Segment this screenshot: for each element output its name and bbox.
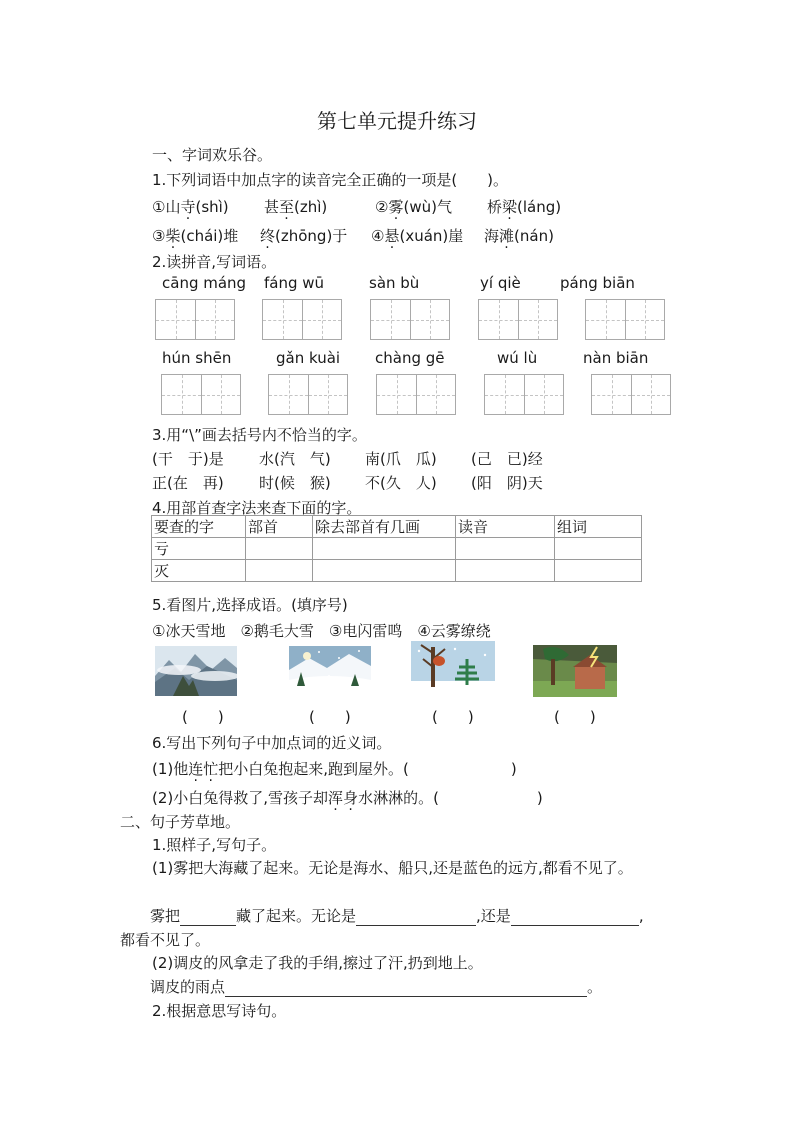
table-header: 部首 xyxy=(246,516,313,538)
q3-item[interactable]: (己 已)经 xyxy=(471,450,543,468)
s2-q1-prompt: 1.照样子,写句子。 xyxy=(152,836,277,854)
q3-item[interactable]: 正(在 再) xyxy=(152,474,224,492)
table-cell-input[interactable] xyxy=(456,560,555,582)
q1-option-d2: 海滩(nán) xyxy=(484,227,554,245)
table-header: 读音 xyxy=(456,516,555,538)
pinyin-label: sàn bù xyxy=(369,274,420,292)
s2-fill-line-2: 调皮的雨点 。 xyxy=(150,978,603,996)
q1-option-d: ④悬(xuán)崖 xyxy=(371,227,464,245)
q2-prompt: 2.读拼音,写词语。 xyxy=(152,253,277,271)
fill-blank[interactable] xyxy=(356,909,476,926)
q3-item[interactable]: 水(汽 气) xyxy=(259,450,331,468)
q3-item[interactable]: (干 于)是 xyxy=(152,450,224,468)
table-cell-input[interactable] xyxy=(555,560,642,582)
q6-prompt: 6.写出下列句子中加点词的近义词。 xyxy=(152,734,392,752)
q3-item[interactable]: 不(久 人) xyxy=(365,474,437,492)
q1-option-b2: 桥梁(láng) xyxy=(487,198,562,216)
writing-grid[interactable] xyxy=(484,374,564,415)
section1-heading: 一、字词欢乐谷。 xyxy=(152,146,273,164)
q1-option-a2: 甚至(zhì) xyxy=(264,198,328,216)
writing-grid[interactable] xyxy=(268,374,348,415)
q6-sentence-1: (1)他连忙把小白兔抱起来,跑到屋外。( ) xyxy=(152,760,517,778)
s2-example-2: (2)调皮的风拿走了我的手绢,擦过了汗,扔到地上。 xyxy=(152,954,483,972)
table-cell-input[interactable] xyxy=(313,560,456,582)
q5-prompt: 5.看图片,选择成语。(填序号) xyxy=(152,596,348,614)
winter-trees-image xyxy=(411,641,495,696)
q3-item[interactable]: 时(候 猴) xyxy=(259,474,331,492)
writing-grid[interactable] xyxy=(376,374,456,415)
table-header-row xyxy=(152,516,642,538)
pinyin-label: chàng gē xyxy=(375,349,445,367)
q1-prompt: 1.下列词语中加点字的读音完全正确的一项是( )。 xyxy=(152,171,509,189)
q3-item[interactable]: 南(爪 瓜) xyxy=(365,450,437,468)
writing-grid[interactable] xyxy=(262,299,342,340)
pinyin-label: yí qiè xyxy=(480,274,521,292)
heavy-snow-image xyxy=(289,646,371,694)
table-header: 组词 xyxy=(555,516,642,538)
pinyin-label: cāng máng xyxy=(162,274,247,292)
radical-lookup-table xyxy=(151,515,642,582)
q3-prompt: 3.用“\”画去括号内不恰当的字。 xyxy=(152,426,367,444)
pinyin-label: nàn biān xyxy=(583,349,649,367)
s2-fill-line-1: 雾把 藏了起来。无论是 ,还是 , xyxy=(150,907,644,925)
fill-blank[interactable] xyxy=(225,980,587,997)
table-row xyxy=(152,560,642,582)
table-cell-input[interactable] xyxy=(313,538,456,560)
writing-grid[interactable] xyxy=(155,299,235,340)
pinyin-label: wú lù xyxy=(497,349,538,367)
section2-heading: 二、句子芳草地。 xyxy=(120,813,241,831)
q4-prompt: 4.用部首查字法来查下面的字。 xyxy=(152,499,362,517)
table-cell-input[interactable] xyxy=(555,538,642,560)
s2-q2-prompt: 2.根据意思写诗句。 xyxy=(152,1002,287,1020)
fill-blank[interactable] xyxy=(511,909,639,926)
q1-option-b: ②雾(wù)气 xyxy=(375,198,452,216)
table-cell-input[interactable] xyxy=(246,538,313,560)
q3-item[interactable]: (阳 阴)天 xyxy=(471,474,543,492)
table-cell-input[interactable] xyxy=(456,538,555,560)
pinyin-label: páng biān xyxy=(560,274,635,292)
misty-mountains-image xyxy=(155,646,237,696)
s2-example-1: (1)雾把大海藏了起来。无论是海水、船只,还是蓝色的远方,都看不见了。 xyxy=(152,859,633,877)
q5-answer-blank[interactable]: ( ) xyxy=(432,708,474,726)
q6-sentence-2: (2)小白兔得救了,雪孩子却浑身水淋淋的。( ) xyxy=(152,789,543,807)
table-row xyxy=(152,538,642,560)
pinyin-label: fáng wū xyxy=(264,274,325,292)
writing-grid[interactable] xyxy=(161,374,241,415)
table-header: 除去部首有几画 xyxy=(313,516,456,538)
table-cell-char: 灭 xyxy=(152,560,246,582)
q1-option-a: ①山寺(shì) xyxy=(152,198,229,216)
table-header: 要查的字 xyxy=(152,516,246,538)
pinyin-label: gǎn kuài xyxy=(276,349,341,367)
table-cell-char: 亏 xyxy=(152,538,246,560)
table-cell-input[interactable] xyxy=(246,560,313,582)
writing-grid[interactable] xyxy=(478,299,558,340)
page-title: 第七单元提升练习 xyxy=(317,109,477,133)
writing-grid[interactable] xyxy=(585,299,665,340)
q5-answer-blank[interactable]: ( ) xyxy=(309,708,351,726)
q1-option-c: ③柴(chái)堆 xyxy=(152,227,239,245)
q1-option-c2: 终(zhōng)于 xyxy=(260,227,348,245)
q5-options: ①冰天雪地 ②鹅毛大雪 ③电闪雷鸣 ④云雾缭绕 xyxy=(152,622,491,640)
pinyin-label: hún shēn xyxy=(162,349,232,367)
fill-blank[interactable] xyxy=(180,909,236,926)
q5-answer-blank[interactable]: ( ) xyxy=(554,708,596,726)
thunder-lightning-image xyxy=(533,645,617,697)
s2-fill-line-1-end: 都看不见了。 xyxy=(120,931,211,949)
writing-grid[interactable] xyxy=(370,299,450,340)
q5-answer-blank[interactable]: ( ) xyxy=(182,708,224,726)
writing-grid[interactable] xyxy=(591,374,671,415)
